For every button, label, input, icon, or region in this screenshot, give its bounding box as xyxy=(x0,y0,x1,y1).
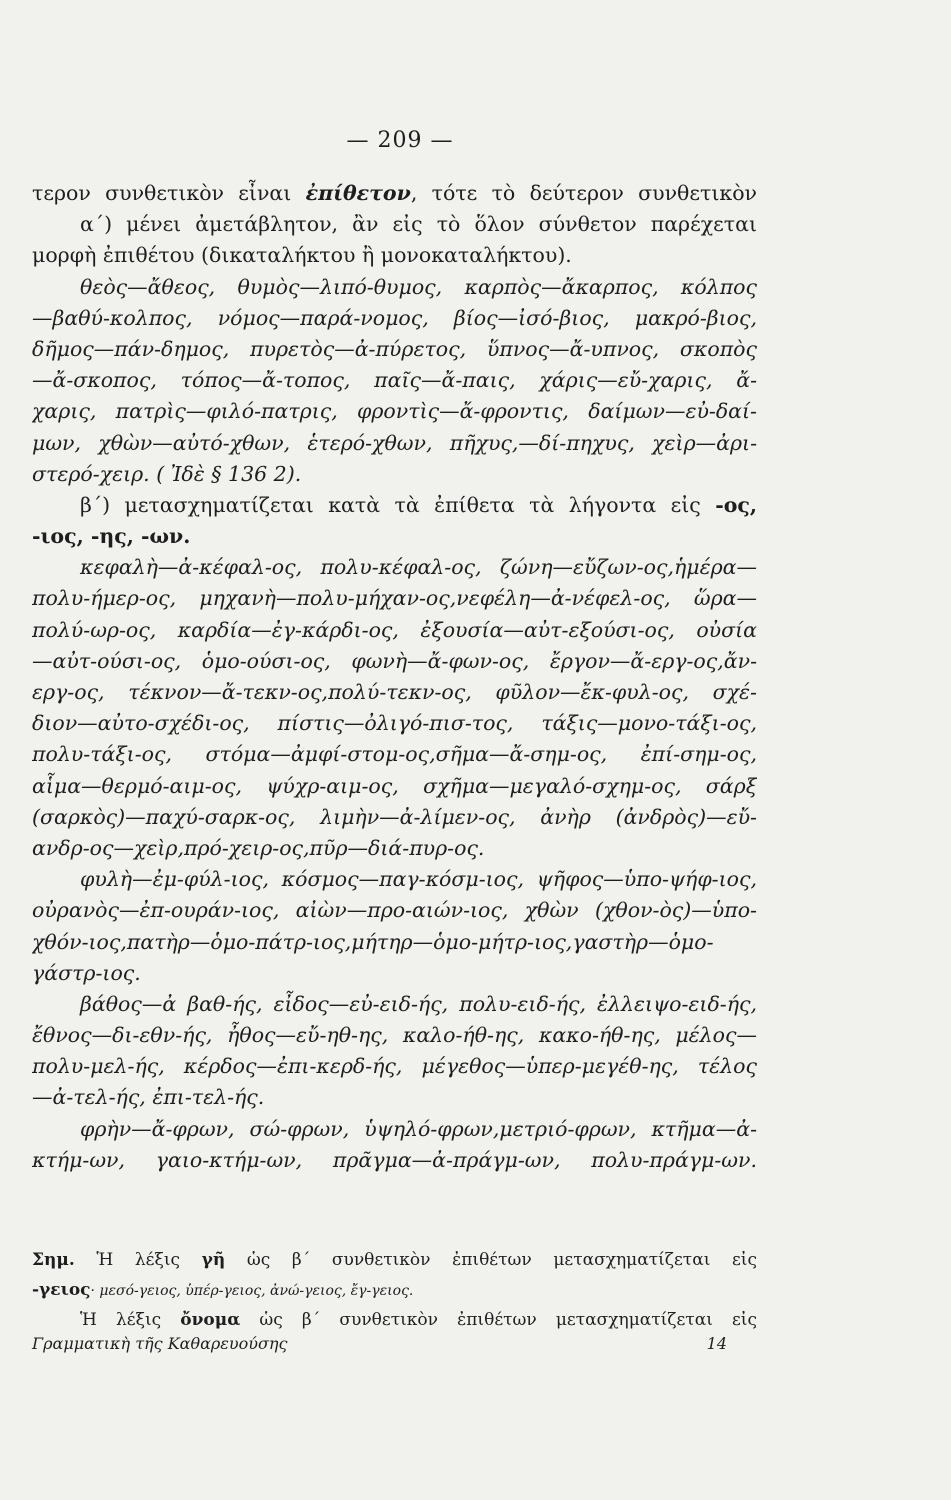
example-line: χαρις, πατρὶς—φιλό-πατρις, φροντὶς—ἄ-φροντις, δαίμων—εὐ-δαί- xyxy=(32,399,757,424)
example-line: χθόν-ιος,πατὴρ—ὁμο-πάτρ-ιος,μήτηρ—ὁμο-μήτρ-ιος,γαστὴρ—ὁμο- xyxy=(32,929,714,954)
note-label: Σημ. xyxy=(32,1250,75,1270)
text-run: ὡς β΄ συνθετικὸν ἐπιθέτων μετασχηματίζεται εἰς xyxy=(225,1250,757,1270)
example-line: —ἄ-σκοπος, τόπος—ἄ-τοπος, παῖς—ἄ-παις, χάρις—εὔ-χαρις, ἄ- xyxy=(32,368,757,393)
example-line: εργ-ος, τέκνον—ἄ-τεκν-ος,πολύ-τεκν-ος, φῦλον—ἔκ-φυλ-ος, σχέ- xyxy=(32,680,757,704)
ending-term: -ος, xyxy=(715,492,757,517)
example-line: αἷμα—θερμό-αιμ-ος, ψύχρ-αιμ-ος, σχῆμα—μεγαλό-σχημ-ος, σάρξ xyxy=(32,773,757,798)
text-run: , τότε τὸ δεύτερον συνθετικὸν xyxy=(410,181,757,205)
text-line: α΄) μένει ἀμετάβλητον, ἂν εἰς τὸ ὅλον σύνθετον παρέχεται xyxy=(80,212,757,237)
example-line: δῆμος—πάν-δημος, πυρετὸς—ἀ-πύρετος, ὕπνος—ἄ-υπνος, σκοπὸς xyxy=(32,336,757,361)
example-line: ἔθνος—δι-εθν-ής, ἦθος—εὔ-ηθ-ης, καλο-ήθ-ης, κακο-ήθ-ης, μέλος— xyxy=(32,1023,757,1048)
note-term: γῆ xyxy=(201,1250,226,1270)
note-section xyxy=(32,1245,757,1335)
example-line: κτήμ-ων, γαιο-κτήμ-ων, πρᾶγμα—ἀ-πράγμ-ων, πολυ-πράγμ-ων. xyxy=(32,1147,757,1172)
footer-title: Γραμματικὴ τῆς Καθαρευούσης xyxy=(32,1334,288,1353)
example-line: πολυ-τάξι-ος, στόμα—ἀμφί-στομ-ος,σῆμα—ἄ-σημ-ος, ἐπί-σημ-ος, xyxy=(32,742,757,767)
example-line: πολύ-ωρ-ος, καρδία—ἐγ-κάρδι-ος, ἐξουσία—αὐτ-εξούσι-ος, οὐσία xyxy=(32,617,757,642)
note-examples: · μεσό-γειος, ὑπέρ-γειος, ἀνώ-γειος, ἔγ-γειος. xyxy=(90,1283,414,1299)
note-line xyxy=(32,1275,757,1305)
example-block-b xyxy=(32,552,757,864)
note-term: ὄνομα xyxy=(180,1310,241,1330)
example-line: μων, χθὼν—αὐτό-χθων, ἑτερό-χθων, πῆχυς,—δί-πηχυς, χεὶρ—ἀρι- xyxy=(32,430,757,455)
page-number: — 209 — xyxy=(346,128,454,153)
text-run: τερον συνθετικὸν εἶναι xyxy=(32,181,306,205)
example-line: πολυ-μελ-ής, κέρδος—ἐπι-κερδ-ής, μέγεθος—ὑπερ-μεγέθ-ης, τέλος xyxy=(32,1054,757,1079)
example-line: κεφαλὴ—ἀ-κέφαλ-ος, πολυ-κέφαλ-ος, ζώνη—εὔζων-ος,ἡμέρα— xyxy=(80,555,757,580)
example-line: —ἀ-τελ-ής, ἐπι-τελ-ής. xyxy=(32,1085,265,1110)
example-block-a xyxy=(32,272,757,490)
note-term: -γειος xyxy=(32,1280,91,1300)
example-line: διον—αὐτο-σχέδι-ος, πίστις—ὀλιγό-πισ-τος, τάξις—μονο-τάξι-ος, xyxy=(32,711,757,736)
example-block-e xyxy=(32,1114,757,1176)
emphasized-term: ἐπίθετον xyxy=(305,181,411,205)
example-line: οὐρανὸς—ἐπ-ουράν-ιος, αἰὼν—προ-αιών-ιος, χθὼν (χθον-ὸς)—ὑπο- xyxy=(32,898,757,923)
text-run: Ἡ λέξις xyxy=(74,1250,202,1270)
page-footer xyxy=(32,1334,727,1353)
text-line xyxy=(32,490,757,521)
example-block-c xyxy=(32,864,757,989)
example-line: —βαθύ-κολπος, νόμος—παρά-νομος, βίος—ἰσό-βιος, μακρό-βιος, xyxy=(32,305,757,330)
example-line: γάστρ-ιος. xyxy=(32,960,141,985)
text-line xyxy=(32,178,757,209)
example-line: ανδρ-ος—χεὶρ,πρό-χειρ-ος,πῦρ—διά-πυρ-ος. xyxy=(32,835,485,860)
text-line: μορφὴ ἐπιθέτου (δικαταλήκτου ἢ μονοκαταλήκτου). xyxy=(32,243,572,268)
example-line: θεὸς—ἄθεος, θυμὸς—λιπό-θυμος, καρπὸς—ἄκαρπος, κόλπος xyxy=(80,274,757,299)
text-line: -ιος, -ης, -ων. xyxy=(32,524,191,549)
example-line: στερό-χειρ. ( Ἰδὲ § 136 2). xyxy=(32,461,302,486)
example-line: —αὐτ-ούσι-ος, ὁμο-ούσι-ος, φωνὴ—ἄ-φων-ος, ἔργον—ἄ-εργ-ος,ἄν- xyxy=(32,648,757,673)
text-run: ὡς β΄ συνθετικὸν ἐπιθέτων μετασχηματίζεται εἰς xyxy=(240,1310,757,1330)
example-block-d xyxy=(32,989,757,1114)
example-line: φρὴν—ἄ-φρων, σώ-φρων, ὑψηλό-φρων,μετριό-φρων, κτῆμα—ἀ- xyxy=(80,1116,757,1141)
text-run: Ἡ λέξις xyxy=(80,1310,181,1330)
signature-mark: 14 xyxy=(706,1334,727,1353)
example-line: φυλὴ—ἐμ-φύλ-ιος, κόσμος—παγ-κόσμ-ιος, ψῆφος—ὑπο-ψήφ-ιος, xyxy=(80,867,757,892)
note-line xyxy=(32,1305,757,1335)
example-line: (σαρκὸς)—παχύ-σαρκ-ος, λιμὴν—ἀ-λίμεν-ος, ἀνὴρ (ἀνδρὸς)—εὔ- xyxy=(32,804,757,829)
main-text xyxy=(32,178,757,1176)
text-run: β΄) μετασχηματίζεται κατὰ τὰ ἐπίθετα τὰ λήγοντα εἰς xyxy=(80,492,716,517)
note-line xyxy=(32,1245,757,1275)
example-line: πολυ-ήμερ-ος, μηχανὴ—πολυ-μήχαν-ος,νεφέλη—ἀ-νέφελ-ος, ὥρα— xyxy=(32,586,757,611)
example-line: βάθος—ἀ βαθ-ής, εἶδος—εὐ-ειδ-ής, πολυ-ειδ-ής, ἐλλειψο-ειδ-ής, xyxy=(80,991,757,1016)
